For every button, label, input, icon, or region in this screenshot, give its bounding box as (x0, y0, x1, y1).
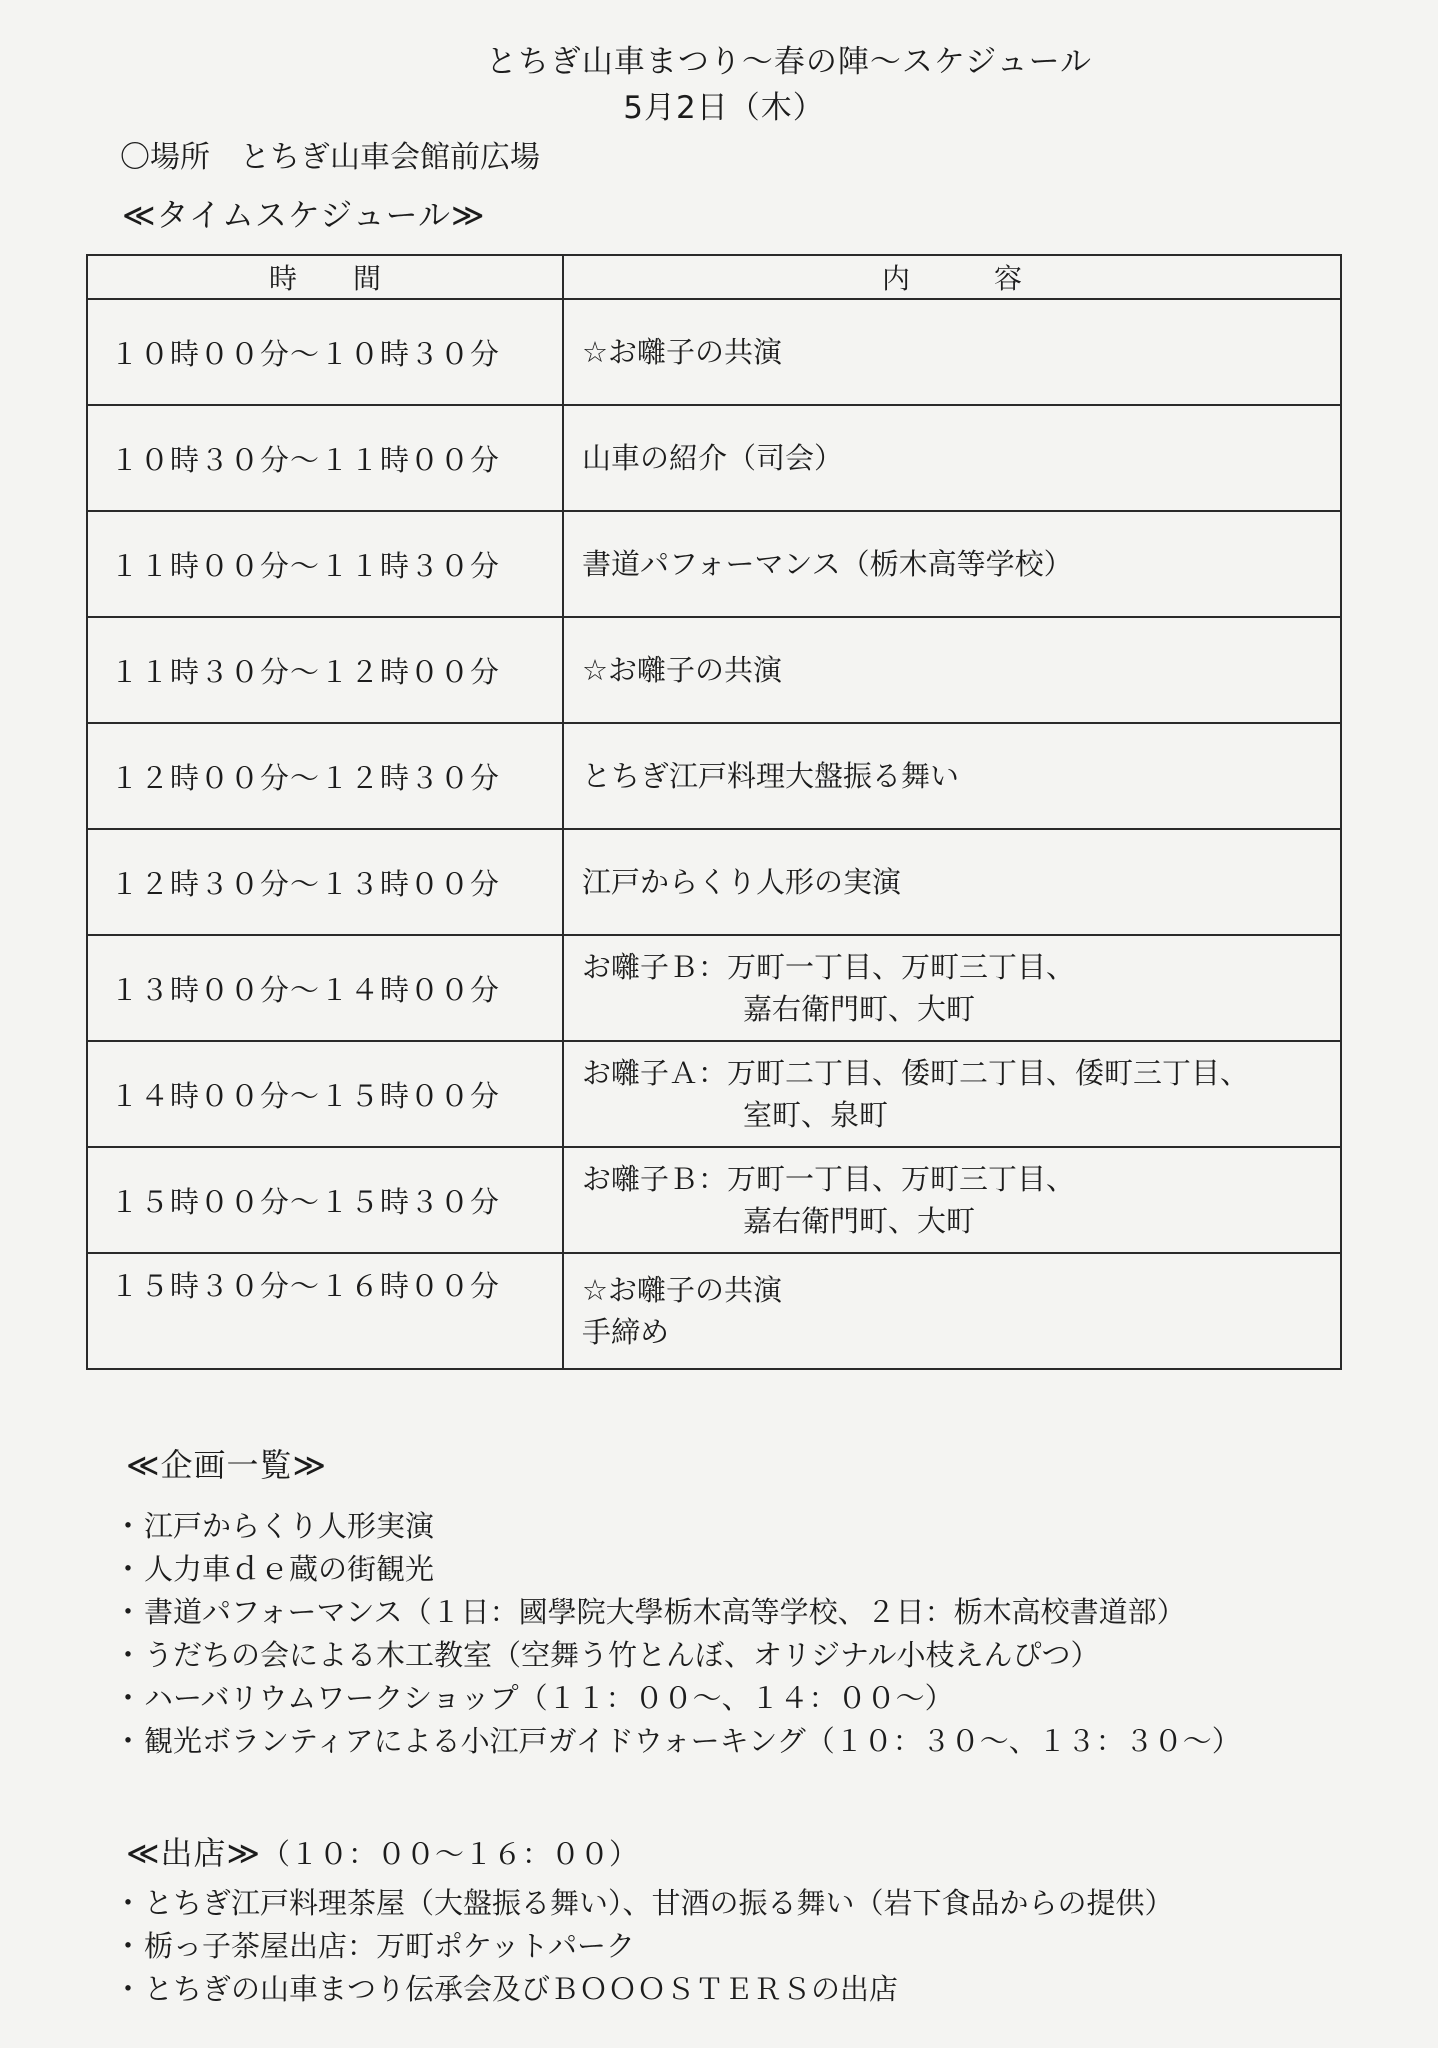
content-line: 室町、泉町 (743, 1098, 889, 1132)
time-cell: １１時３０分〜１２時００分 (87, 617, 563, 723)
list-item: ・ 書道パフォーマンス（１日：國學院大學栃木高等学校、２日：栃木高校書道部） (120, 1591, 1241, 1634)
list-item: ・ 観光ボランティアによる小江戸ガイドウォーキング（１０：３０〜、１３：３０〜） (120, 1720, 1241, 1763)
schedule-table (86, 254, 1342, 1370)
table-row (87, 1253, 1341, 1369)
document-title: とちぎ山車まつり〜春の陣〜スケジュール (485, 44, 1093, 80)
content-line: お囃子Ｂ：万町一丁目、万町三丁目、 (582, 950, 1076, 984)
time-cell: １３時００分〜１４時００分 (87, 935, 563, 1041)
content-line: とちぎ江戸料理大盤振る舞い (582, 759, 960, 793)
list-item: ・ 人力車ｄｅ蔵の街観光 (120, 1548, 1241, 1591)
venue-line: 〇場所 とちぎ山車会館前広場 (120, 140, 540, 175)
table-row (87, 617, 1341, 723)
content-line: ☆お囃子の共演 (582, 335, 782, 369)
shops-heading-label: ≪出店≫ (126, 1834, 262, 1872)
time-cell: １５時００分〜１５時３０分 (87, 1147, 563, 1253)
document-date: 5月2日（木） (623, 90, 825, 126)
list-item: ・ とちぎ江戸料理茶屋（大盤振る舞い）、甘酒の振る舞い（岩下食品からの提供） (120, 1882, 1174, 1925)
content-line: 江戸からくり人形の実演 (582, 865, 902, 899)
list-item: ・ とちぎの山車まつり伝承会及びＢＯＯＯＳＴＥＲＳの出店 (120, 1968, 1174, 2011)
content-line: ☆お囃子の共演 (582, 1273, 782, 1307)
table-row (87, 511, 1341, 617)
time-cell: １４時００分〜１５時００分 (87, 1041, 563, 1147)
content-cell (563, 829, 1341, 935)
table-row (87, 1041, 1341, 1147)
content-cell (563, 1041, 1341, 1147)
content-line: 手締め (582, 1315, 670, 1349)
content-cell (563, 511, 1341, 617)
list-item: ・ 栃っ子茶屋出店：万町ポケットパーク (120, 1925, 1174, 1968)
content-cell (563, 617, 1341, 723)
time-cell: １０時３０分〜１１時００分 (87, 405, 563, 511)
shops-heading (126, 1828, 638, 1874)
content-cell (563, 299, 1341, 405)
time-cell: １１時００分〜１１時３０分 (87, 511, 563, 617)
content-cell (563, 935, 1341, 1041)
schedule-heading: ≪タイムスケジュール≫ (122, 196, 486, 234)
shops-list (120, 1882, 1174, 2011)
column-header-content: 内 容 (563, 255, 1341, 299)
column-header-time: 時 間 (87, 255, 563, 299)
schedule-header-row (87, 255, 1341, 299)
table-row (87, 1147, 1341, 1253)
list-item: ・ ハーバリウムワークショップ（１１：００〜、１４：００〜） (120, 1677, 1241, 1720)
table-row (87, 723, 1341, 829)
content-cell (563, 723, 1341, 829)
content-cell (563, 1147, 1341, 1253)
time-cell: １５時３０分〜１６時００分 (87, 1253, 563, 1369)
time-cell: １２時３０分〜１３時００分 (87, 829, 563, 935)
content-cell (563, 405, 1341, 511)
list-item: ・ 江戸からくり人形実演 (120, 1505, 1241, 1548)
table-row (87, 935, 1341, 1041)
plans-heading: ≪企画一覧≫ (126, 1446, 328, 1484)
content-line: 嘉右衛門町、大町 (743, 992, 976, 1026)
shops-hours: （１０：００〜１６：００） (261, 1837, 639, 1871)
time-cell: １２時００分〜１２時３０分 (87, 723, 563, 829)
time-cell: １０時００分〜１０時３０分 (87, 299, 563, 405)
content-line: お囃子Ｂ：万町一丁目、万町三丁目、 (582, 1162, 1076, 1196)
table-row (87, 299, 1341, 405)
content-line: お囃子Ａ：万町二丁目、倭町二丁目、倭町三丁目、 (582, 1056, 1250, 1090)
table-row (87, 405, 1341, 511)
content-line: 書道パフォーマンス（栃木高等学校） (582, 547, 1073, 581)
plans-list (120, 1505, 1241, 1763)
content-line: ☆お囃子の共演 (582, 653, 782, 687)
content-line: 山車の紹介（司会） (582, 441, 844, 475)
content-cell (563, 1253, 1341, 1369)
table-row (87, 829, 1341, 935)
list-item: ・ うだちの会による木工教室（空舞う竹とんぼ、オリジナル小枝えんぴつ） (120, 1634, 1241, 1677)
content-line: 嘉右衛門町、大町 (743, 1204, 976, 1238)
